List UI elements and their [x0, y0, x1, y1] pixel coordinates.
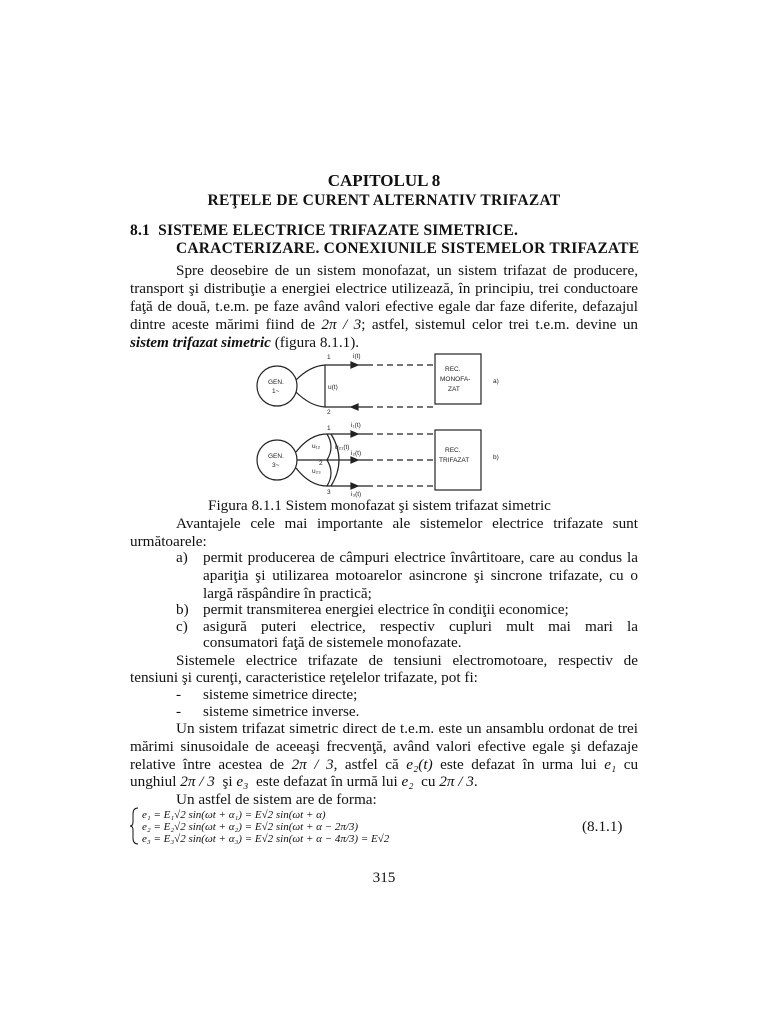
dash-marker-2: - [176, 703, 182, 720]
text-run: relative între acestea de [130, 756, 285, 773]
dash-item-1: sisteme simetrice directe; [203, 686, 358, 703]
equation-number: (8.1.1) [582, 818, 623, 835]
list-item-a-line-2: apariţia şi utilizarea motoarelor asincrone şi sincrone trifazate, cu o [203, 567, 638, 584]
voltage-u21-label: u₂₁(t) [335, 444, 350, 451]
list-item-c-line-1: asigură puteri electrice, respectiv cupluri mult mai mari la [203, 618, 638, 635]
paragraph-4-line-3 [130, 756, 638, 774]
equation-line-3-glyphs: e₃ = E₃√2 sin(ωt + α₃) = E√2 sin(ωt + α − 4π/3) = E√2 [142, 833, 390, 845]
list-marker-a: a) [176, 549, 188, 566]
math-2pi-over-3: 2π / 3 [439, 773, 474, 790]
text-run: şi [222, 773, 233, 790]
receiver-b-line1: REC. [445, 447, 461, 454]
math-2pi-over-3: 2π / 3 [291, 756, 334, 773]
section-number: 8.1 [130, 222, 150, 239]
current-i1-label: i₁(t) [351, 422, 361, 429]
text-run: cu [623, 756, 639, 773]
tag-b: b) [493, 454, 499, 461]
paragraph-4-line-2: mărimi sinusoidale de aceeaşi frecvenţă, având valori efective egale şi defazaje [130, 738, 638, 755]
generator-1-circle [257, 366, 297, 406]
chapter-heading: CAPITOLUL 8 [327, 171, 441, 190]
text-run: ; astfel, sistemul celor trei t.e.m. devine un [361, 316, 639, 333]
receiver-a-line1: REC. [445, 366, 461, 373]
voltage-label-a: u(t) [328, 384, 338, 391]
text-run: este defazat în urmă lui [256, 773, 398, 790]
text-run: unghiul [130, 773, 177, 790]
paragraph-2-line-1: Avantajele cele mai importante ale sistemelor electrice trifazate sunt [176, 515, 638, 532]
tag-a: a) [493, 378, 499, 385]
paragraph-4-line-4 [130, 773, 478, 791]
paragraph-1-line-1: Spre deosebire de un sistem monofazat, un sistem trifazat de producere, [176, 262, 638, 279]
generator-3-circle [257, 440, 297, 480]
paragraph-5-line-1: Un astfel de sistem are de forma: [176, 791, 377, 808]
equation-line-1-glyphs: e₁ = E₁√2 sin(ωt + α₁) = E√2 sin(ωt + α) [142, 809, 326, 821]
voltage-u23-label: u₂₃ [312, 468, 321, 475]
receiver-a-line2: MONOFA- [440, 376, 471, 383]
current-i2-label: i₂(t) [351, 450, 362, 457]
text-run: cu [421, 773, 436, 790]
receiver-b-line2: TRIFAZAT [439, 457, 470, 464]
gen1-type: 1~ [272, 388, 280, 395]
left-brace [130, 808, 138, 844]
section-title-line1: SISTEME ELECTRICE TRIFAZATE SIMETRICE. [158, 222, 519, 239]
figure-caption: Figura 8.1.1 Sistem monofazat şi sistem trifazat simetric [208, 497, 551, 514]
list-item-a-line-1: permit producerea de câmpuri electrice învârtitoare, care au condus la [203, 549, 638, 566]
paragraph-2-line-2: următoarele: [130, 533, 207, 550]
paragraph-3-line-2: tensiuni şi curenţi, caracteristice reţelelor trifazate, pot fi: [130, 669, 478, 686]
current-i3-label: i₃(t) [351, 491, 362, 498]
paragraph-3-line-1: Sistemele electrice trifazate de tensiuni electromotoare, respectiv de [176, 652, 638, 669]
text-run: (figura 8.1.1). [270, 334, 360, 351]
list-marker-c: c) [176, 618, 188, 635]
page-number: 315 [372, 869, 396, 886]
gen1-label: GEN. [268, 379, 284, 386]
dash-item-2: sisteme simetrice inverse. [203, 703, 360, 720]
equation-line-2-glyphs: e₂ = E₂√2 sin(ωt + α₂) = E√2 sin(ωt + α − 2π/3) [142, 821, 359, 833]
math-e1: e₁ [604, 756, 617, 773]
term-sistem-trifazat-simetric: sistem trifazat simetric [130, 334, 271, 351]
paragraph-1-line-4 [130, 316, 638, 334]
receiver-a-line3: ZAT [448, 386, 460, 393]
figure-8-1-1 [255, 352, 525, 498]
node-2-a: 2 [327, 409, 331, 416]
dash-marker-1: - [176, 686, 182, 703]
paragraph-4-line-1: Un sistem trifazat simetric direct de t.e.m. este un ansamblu ordonat de trei [176, 720, 638, 737]
node-1-a: 1 [327, 354, 331, 361]
section-title-line2: CARACTERIZARE. CONEXIUNILE SISTEMELOR TRIFAZATE [176, 240, 640, 257]
chapter-title: REŢELE DE CURENT ALTERNATIV TRIFAZAT [207, 192, 561, 209]
section-heading [130, 222, 518, 240]
list-item-b-line-1: permit transmiterea energiei electrice în condiţii economice; [203, 601, 569, 618]
node-2-b: 2 [319, 460, 323, 467]
math-2pi-over-3: 2π / 3 [321, 316, 362, 333]
text-run: . [473, 773, 478, 790]
equation-system-8-1-1 [130, 806, 570, 846]
paragraph-1-line-2: transport şi distribuţie a energiei electrice utilizează, în principiu, trei conductoare [130, 280, 638, 297]
node-3-b: 3 [327, 489, 331, 496]
list-marker-b: b) [176, 601, 189, 618]
math-e2-t: e₂(t) [406, 756, 433, 773]
node-1-b: 1 [327, 425, 331, 432]
text-run: este defazat în urma lui [440, 756, 597, 773]
list-item-a-line-3: largă răspândire în practică; [203, 585, 372, 602]
paragraph-1-line-5 [130, 334, 359, 352]
voltage-u12-label: u₁₂ [312, 443, 321, 450]
text-run: , astfel că [333, 756, 399, 773]
math-e3: e₃ [236, 773, 249, 790]
math-2pi-over-3: 2π / 3 [180, 773, 215, 790]
gen3-type: 3~ [272, 462, 280, 469]
gen3-label: GEN. [268, 453, 284, 460]
math-e2: e₂ [401, 773, 414, 790]
paragraph-1-line-3: faţă de două, t.e.m. pe faze având valori efective egale dar faze diferite, defazajul [130, 298, 638, 315]
text-run: dintre aceste mărimi fiind de [130, 316, 316, 333]
current-label-a: i(t) [353, 353, 361, 360]
list-item-c-line-2: consumatori faţă de sistemele monofazate. [203, 634, 462, 651]
